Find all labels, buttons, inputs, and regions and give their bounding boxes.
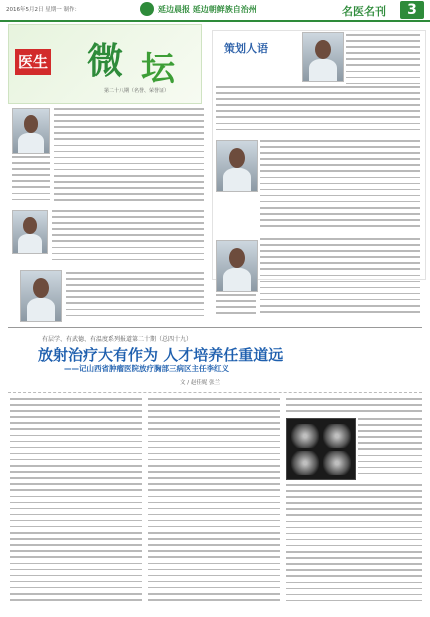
- article-text-4: [66, 272, 204, 322]
- article-text-1: [54, 108, 204, 206]
- article-text-3: [52, 210, 204, 268]
- story-title: 放射治疗大有作为 人才培养任重道远: [38, 346, 284, 364]
- banner-caption: 第二十八期（名誉、荣誉证）: [104, 88, 170, 94]
- story-byline: 文 / 赵佳妮 张兰: [180, 380, 221, 386]
- article-text-5: [260, 140, 420, 232]
- story-subtitle: ——记山西省肿瘤医院放疗胸部三病区主任李红义: [64, 364, 229, 373]
- story-column-3-top: [286, 398, 422, 416]
- paper-name: 延边晨报 延边朝鲜族自治州: [158, 4, 257, 14]
- hospital-logo-icon: [140, 2, 154, 16]
- doctor-photo-5: [216, 240, 258, 292]
- story-kicker: 有层学、有武德、有温度系列报道第二十期（总四十九）: [42, 336, 193, 343]
- page-header: [0, 0, 430, 22]
- column-name: 名医名刊: [342, 5, 386, 18]
- doctor-photo-2: [12, 210, 48, 254]
- editor-photo: [302, 32, 344, 82]
- section-divider: [8, 327, 422, 328]
- feature-story-header: [8, 332, 422, 388]
- doctor-photo-1: [12, 108, 50, 154]
- editorial-text-2: [216, 86, 420, 136]
- story-column-3-side: [358, 418, 422, 478]
- page-number: 3: [400, 1, 424, 19]
- banner-title-char-1: 微: [87, 40, 124, 82]
- ct-scan-image: [286, 418, 356, 480]
- story-column-1: [10, 398, 142, 610]
- editorial-text: [346, 34, 420, 90]
- story-column-2: [148, 398, 280, 610]
- article-text-6: [260, 238, 420, 322]
- banner-title-char-2: 坛: [141, 49, 175, 89]
- article-text-7: [216, 294, 256, 322]
- doctor-badge: 医生: [15, 49, 51, 75]
- story-divider: [8, 392, 422, 393]
- article-text-2: [12, 156, 50, 206]
- editorial-title: 策划人语: [224, 42, 268, 55]
- story-column-3: [286, 484, 422, 610]
- doctor-forum-banner: [8, 24, 202, 104]
- doctor-photo-3: [20, 270, 62, 322]
- doctor-photo-4: [216, 140, 258, 192]
- issue-date: 2016年5月2日 星期一 制作：: [6, 7, 80, 13]
